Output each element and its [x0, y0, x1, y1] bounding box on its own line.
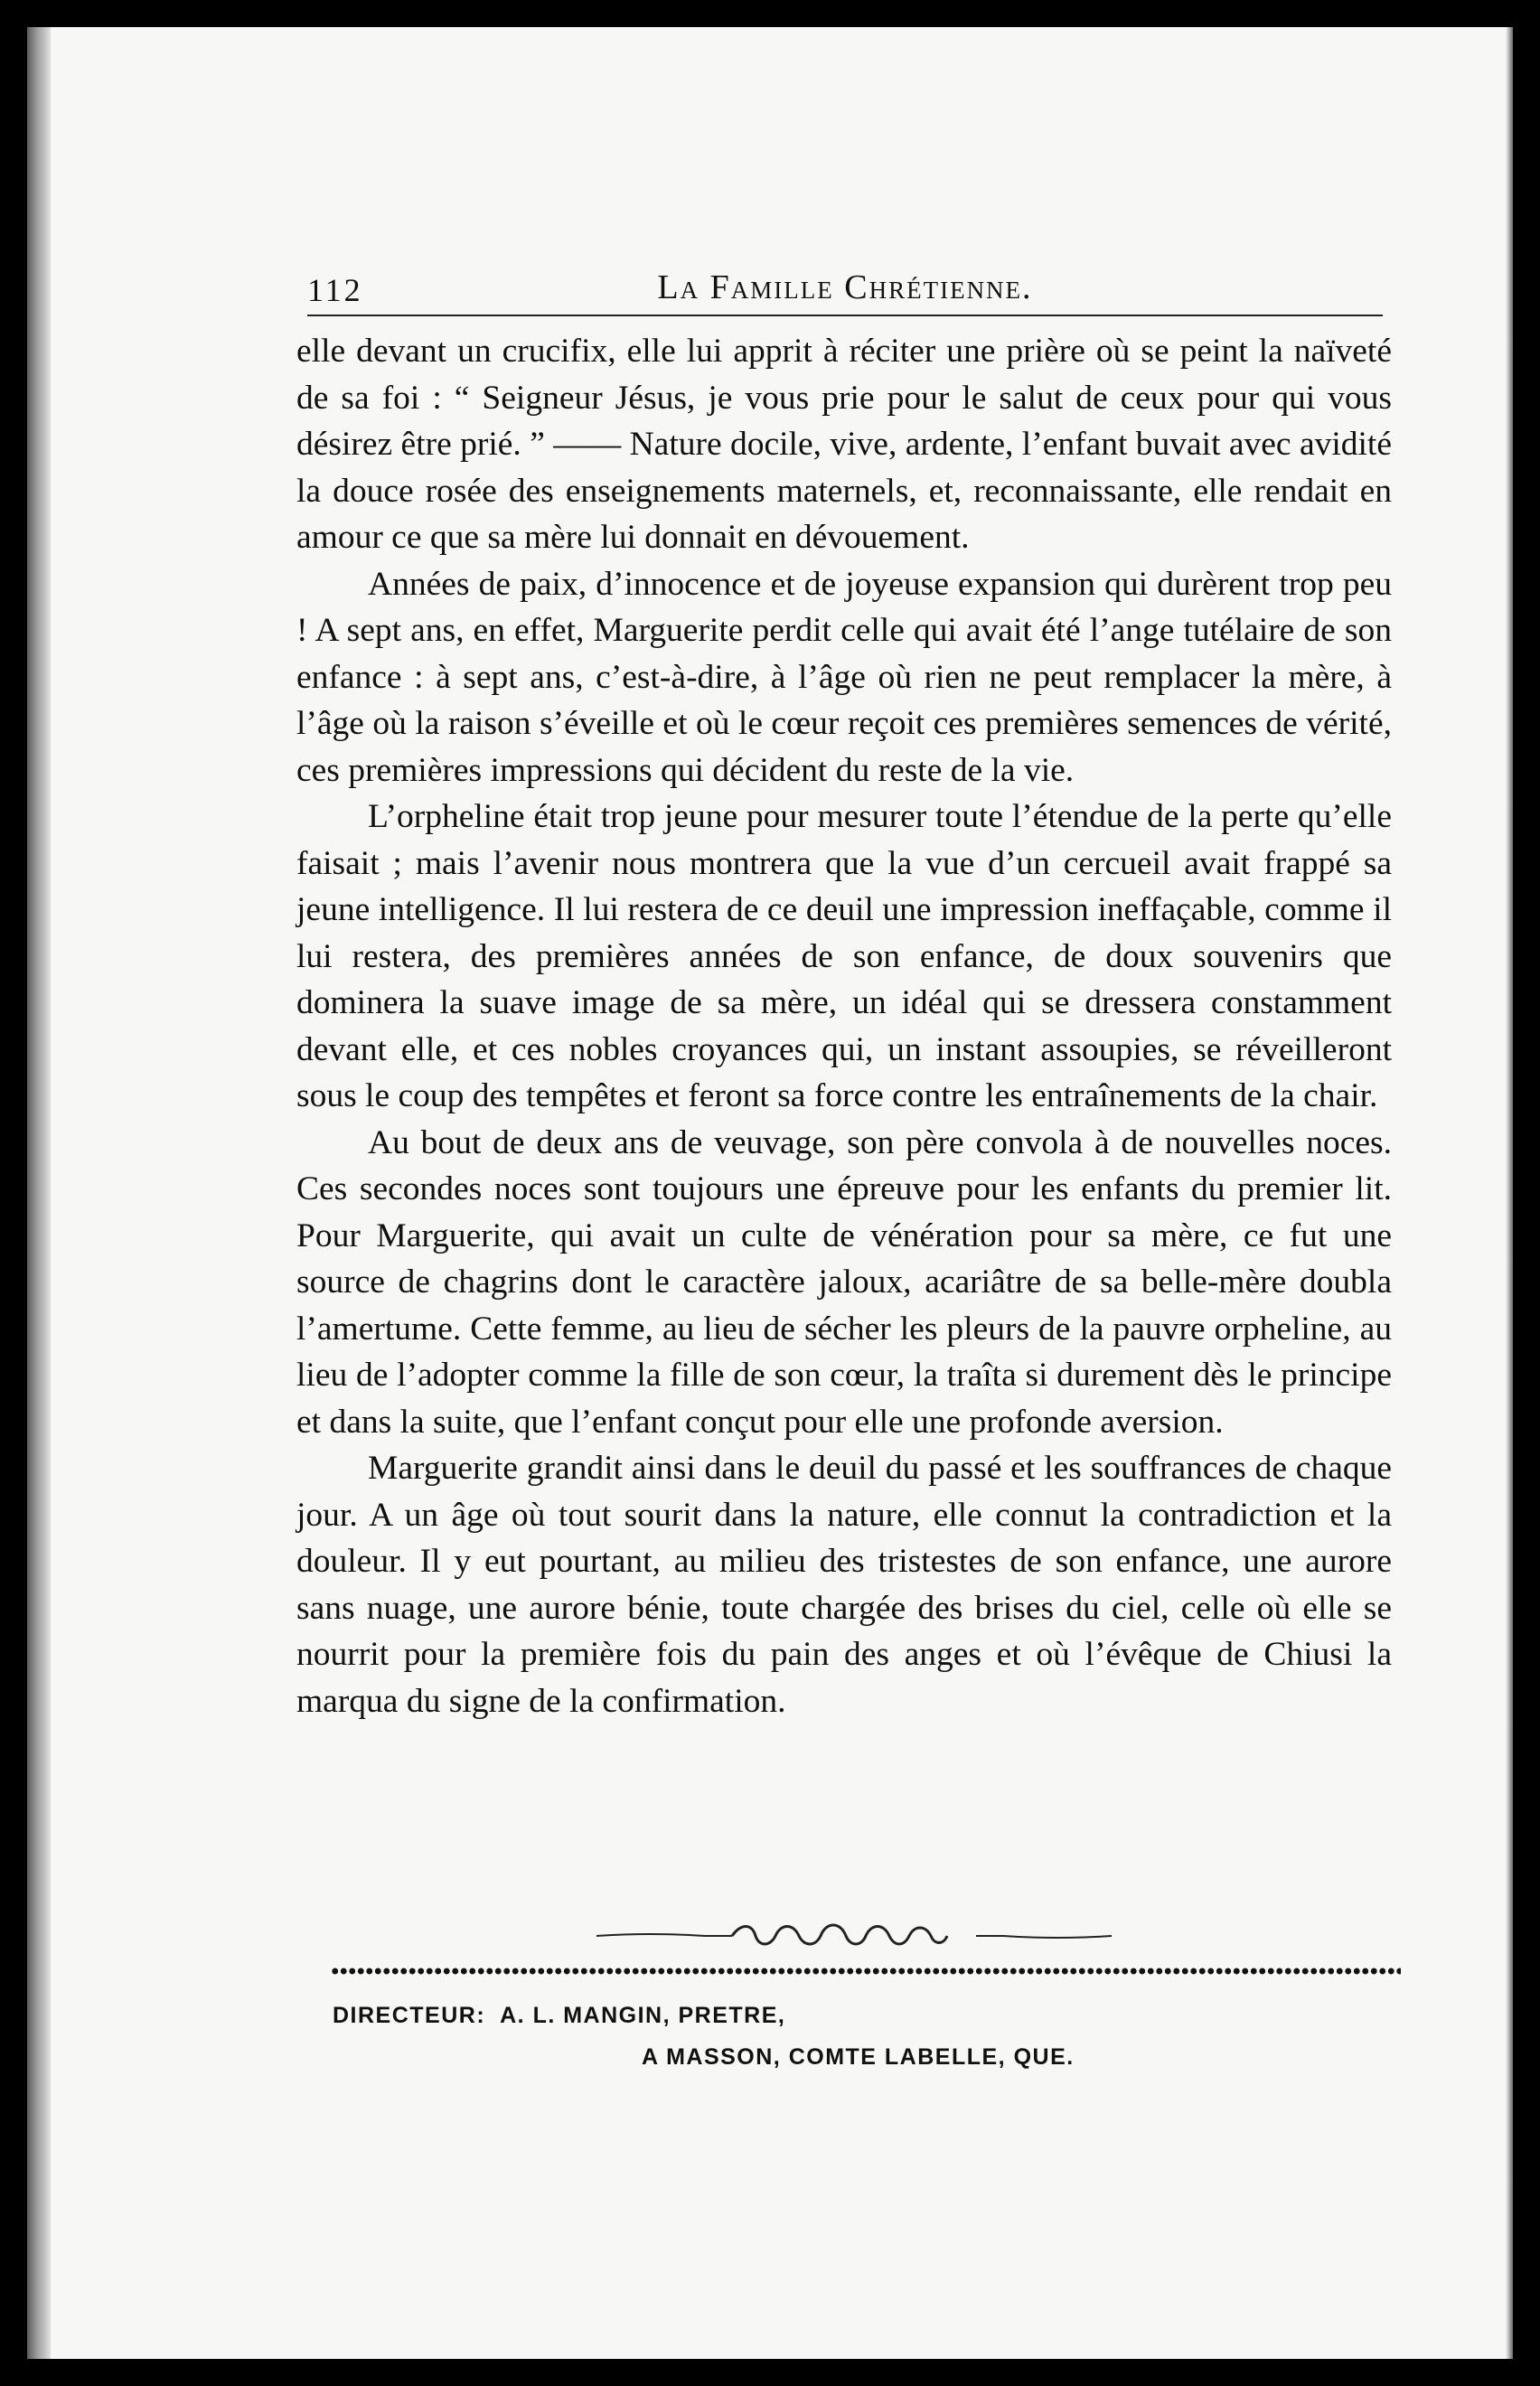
ornament-divider	[596, 1916, 1112, 1952]
body-text	[296, 328, 1392, 1724]
paragraph: Au bout de deux ans de veuvage, son père convola à de nouvelles noces. Ces secondes noces sont toujours une épreuve pour les enfants du premier lit. Pour Marguerite, qui avait un culte de vénération pour sa mère, ce fut une source de chagrins dont le caractère jaloux, acariâtre de sa belle-mère doubla l’amertume. Cette femme, au lieu de sécher les pleurs de la pauvre orpheline, au lieu de l’adopter comme la fille de son cœur, la traîta si durement dès le principe et dans la suite, que l’enfant conçut pour elle une profonde aversion.	[296, 1123, 1392, 1441]
binding-edge	[27, 27, 51, 2359]
paragraph: elle devant un crucifix, elle lui apprit à réciter une prière où se peint la naïveté de sa foi : “ Seigneur Jésus, je vous prie pour le salut de ceux pour qui vous désirez être prié. ” —— Nature docile, vive, ardente, l’enfant buvait avec avidité la douce rosée des enseignements maternels, et, reconnaissante, elle rendait en amour ce que sa mère lui donnait en dévouement.	[296, 333, 1392, 556]
paragraph: L’orpheline était trop jeune pour mesurer toute l’étendue de la perte qu’elle faisait ; mais l’avenir nous montrera que la vue d’un cercueil avait frappé sa jeune intelligence. Il lui restera de ce deuil une impression ineffaçable, comme il lui restera, des premières années de son enfance, de doux souvenirs que dominera la suave image de sa mère, un idéal qui se dressera constamment devant elle, et ces nobles croyances qui, un instant assoupies, se réveilleront sous le coup des tempêtes et feront sa force contre les entraînements de la chair.	[296, 798, 1392, 1114]
document-page	[27, 27, 1513, 2359]
paragraph: Années de paix, d’innocence et de joyeuse expansion qui durèrent trop peu ! A sept ans, en effet, Marguerite perdit celle qui avait été l’ange tutélaire de son enfance : à sept ans, c’est-à-dire, à l’âge où rien ne peut remplacer la mère, à l’âge où la raison s’éveille et où le cœur reçoit ces premières semences de vérité, ces premières impressions qui décident du reste de la vie.	[296, 565, 1392, 789]
running-header	[307, 258, 1383, 318]
page-edge	[1506, 27, 1513, 2359]
footer-director: DIRECTEUR: A. L. MANGIN, PRETRE,	[333, 2003, 786, 2028]
dotted-rule	[331, 1967, 1401, 1976]
page-number: 112	[307, 272, 363, 308]
footer-address: A MASSON, COMTE LABELLE, QUE.	[642, 2044, 1075, 2070]
header-rule	[307, 315, 1383, 316]
paragraph: Marguerite grandit ainsi dans le deuil du passé et les souffrances de chaque jour. A un âge où tout sourit dans la nature, elle connut la contradiction et la douleur. Il y eut pourtant, au milieu des tristestes de son enfance, une aurore sans nuage, une aurore bénie, toute chargée des brises du ciel, celle où elle se nourrit pour la première fois du pain des anges et où l’évêque de Chiusi la marqua du signe de la confirmation.	[296, 1450, 1392, 1720]
running-title: La Famille Chrétienne.	[657, 268, 1033, 306]
